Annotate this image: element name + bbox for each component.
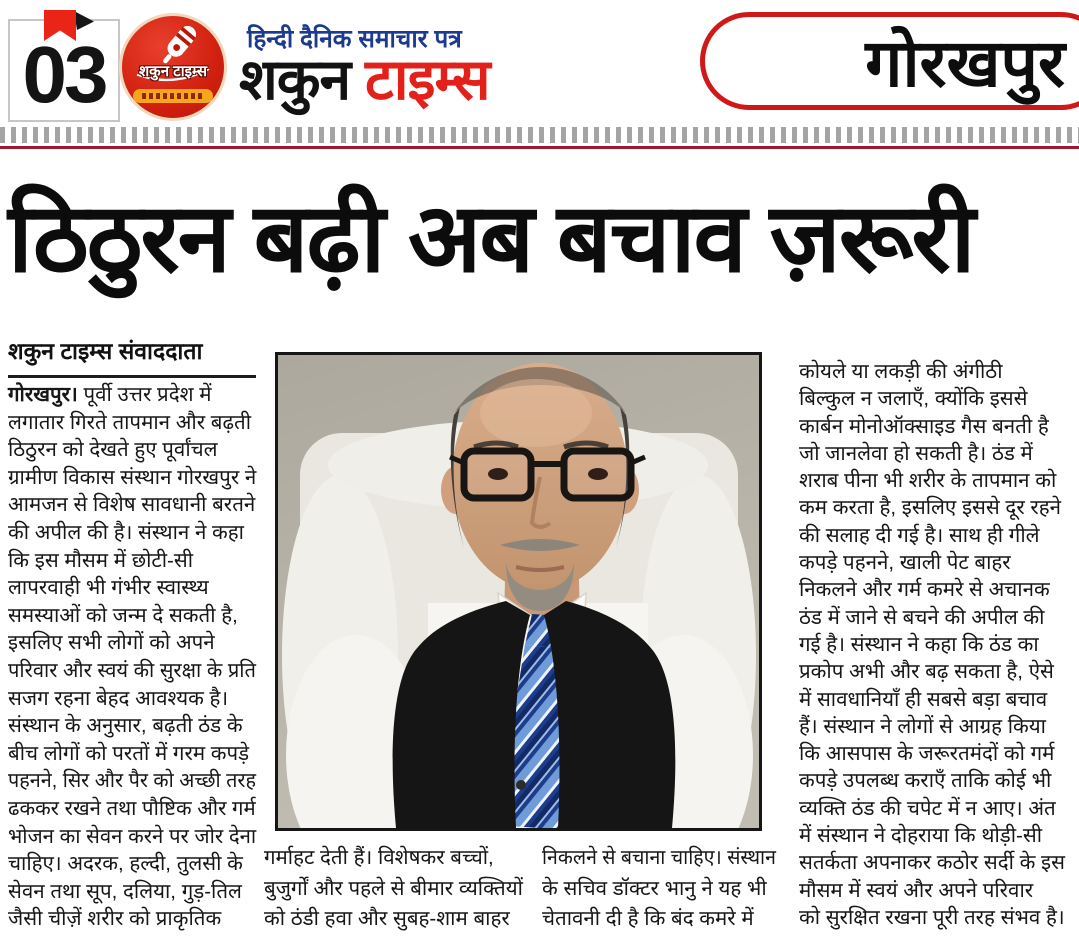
dateline: गोरखपुर।	[8, 383, 78, 406]
article-line: की अपील की है। संस्थान ने कहा	[8, 520, 244, 544]
article-line: चाहिए। अदरक, हल्दी, तुलसी के	[8, 852, 243, 876]
article-line: ठंड में जाने से बचने की अपील की	[799, 605, 1045, 629]
portrait-photo	[275, 352, 762, 831]
article-line: कार्बन मोनोऑक्साइड गैस बनती है	[799, 414, 1049, 438]
article-line: पहनने, सिर और पैर को अच्छी तरह	[8, 769, 256, 793]
lead-rest: पूर्वी उत्तर प्रदेश में	[77, 383, 212, 406]
page-number-box	[8, 19, 120, 122]
article-line: हैं। संस्थान ने लोगों से आग्रह किया	[799, 714, 1046, 738]
article-lead-line	[8, 381, 256, 409]
column-3-lines	[542, 843, 776, 935]
byline: शकुन टाइम्स संवाददाता	[8, 338, 203, 364]
masthead-word-black: शकुन	[239, 48, 351, 112]
article-line: को सुरक्षित रखना पूरी तरह संभव है।	[799, 905, 1065, 929]
main-headline: ठिठुरन बढ़ी अब बचाव ज़रूरी	[8, 185, 974, 292]
newspaper-tagline: हिन्दी दैनिक समाचार पत्र	[247, 25, 462, 53]
article-line: लगातार गिरते तापमान और बढ़ती	[8, 410, 252, 434]
article-line: सेवन तथा सूप, दलिया, गुड़-तिल	[8, 879, 242, 903]
article-line: भोजन का सेवन करने पर जोर देना	[8, 824, 257, 848]
article-line: कपड़े पहनने, खाली पेट बाहर	[799, 551, 1011, 575]
article-line: में सावधानियाँ ही सबसे बड़ा बचाव	[799, 687, 1048, 711]
page-number: 03	[22, 30, 106, 119]
article-line: लापरवाही भी गंभीर स्वास्थ्य	[8, 576, 209, 600]
masthead-word-red: टाइम्स	[365, 48, 490, 112]
article-line: चेतावनी दी है कि बंद कमरे में	[542, 907, 754, 930]
column-4-lines	[799, 358, 1073, 931]
article-column-4	[799, 358, 1073, 931]
article-line: बिल्कुल न जलाएँ, क्योंकि इससे	[799, 387, 1028, 411]
newspaper-logo	[119, 13, 227, 121]
article-line: समस्याओं को जन्म दे सकती है,	[8, 603, 238, 627]
article-column-2	[264, 843, 524, 935]
article-line: शराब पीना भी शरीर के तापमान को	[799, 469, 1057, 493]
article-line: बीच लोगों को परतों में गरम कपड़े	[8, 741, 250, 765]
article-line: प्रकोप अभी और बढ़ सकता है, ऐसे	[799, 660, 1054, 684]
article-line: निकलने और गर्म कमरे से अचानक	[799, 578, 1050, 602]
column-2-lines	[264, 843, 524, 935]
article-column-3	[542, 843, 776, 935]
edition-name: गोरखपुर	[865, 26, 1065, 100]
article-line: जो जानलेवा हो सकती है। ठंड में	[799, 441, 1033, 465]
article-line: कोयले या लकड़ी की अंगीठी	[799, 360, 1003, 383]
article-line: आमजन से विशेष सावधानी बरतने	[8, 493, 256, 517]
article-line: निकलने से बचाना चाहिए। संस्थान	[542, 846, 776, 869]
article-line: इसलिए सभी लोगों को अपने	[8, 631, 215, 655]
article-line: की सलाह दी गई है। साथ ही गीले	[799, 523, 1040, 547]
article-line: में संस्थान ने दोहराया कि थोड़ी-सी	[799, 824, 1043, 848]
article-line: ठिठुरन को देखते हुए पूर्वांचल	[8, 438, 218, 462]
portrait-illustration	[278, 355, 759, 828]
article-line: मौसम में स्वयं और अपने परिवार	[799, 878, 1034, 902]
article-line: परिवार और स्वयं की सुरक्षा के प्रति	[8, 658, 256, 682]
article-column-1	[8, 381, 256, 933]
article-line: जैसी चीज़ें शरीर को प्राकृतिक	[8, 907, 222, 931]
article-line: गई है। संस्थान ने कहा कि ठंड का	[799, 632, 1039, 656]
article-line: कपड़े उपलब्ध कराएँ ताकि कोई भी	[799, 769, 1052, 793]
article-line: सजग रहना बेहद आवश्यक है।	[8, 686, 229, 710]
article-line: संस्थान के अनुसार, बढ़ती ठंड के	[8, 714, 243, 738]
article-line: के सचिव डॉक्टर भानु ने यह भी	[542, 876, 767, 900]
edition-banner	[700, 12, 1079, 110]
article-line: व्यक्ति ठंड की चपेट में न आए। अंत	[799, 796, 1056, 820]
article-line: बुजुर्गों और पहले से बीमार व्यक्तियों	[264, 876, 523, 900]
byline-rule	[8, 334, 256, 378]
article-line: कि आसपास के जरूरतमंदों को गर्म	[799, 742, 1055, 766]
logo-title: शकुन टाइम्स	[138, 62, 208, 80]
masthead	[239, 47, 569, 113]
maroon-rule	[0, 146, 1079, 149]
article-line: को ठंडी हवा और सुबह-शाम बाहर	[264, 907, 510, 930]
dashed-separator	[0, 127, 1079, 143]
article-line: ग्रामीण विकास संस्थान गोरखपुर ने	[8, 465, 257, 489]
article-line: सतर्कता अपनाकर कठोर सर्दी के इस	[799, 851, 1065, 875]
column-1-lines	[8, 409, 256, 933]
article-line: गर्माहट देती हैं। विशेषकर बच्चों,	[264, 846, 494, 869]
logo-ribbon	[133, 89, 213, 103]
article-line: कि इस मौसम में छोटी-सी	[8, 548, 194, 572]
article-line: कम करता है, इसलिए इससे दूर रहने	[799, 496, 1062, 520]
article-line: ढककर रखने तथा पौष्टिक और गर्म	[8, 796, 256, 820]
